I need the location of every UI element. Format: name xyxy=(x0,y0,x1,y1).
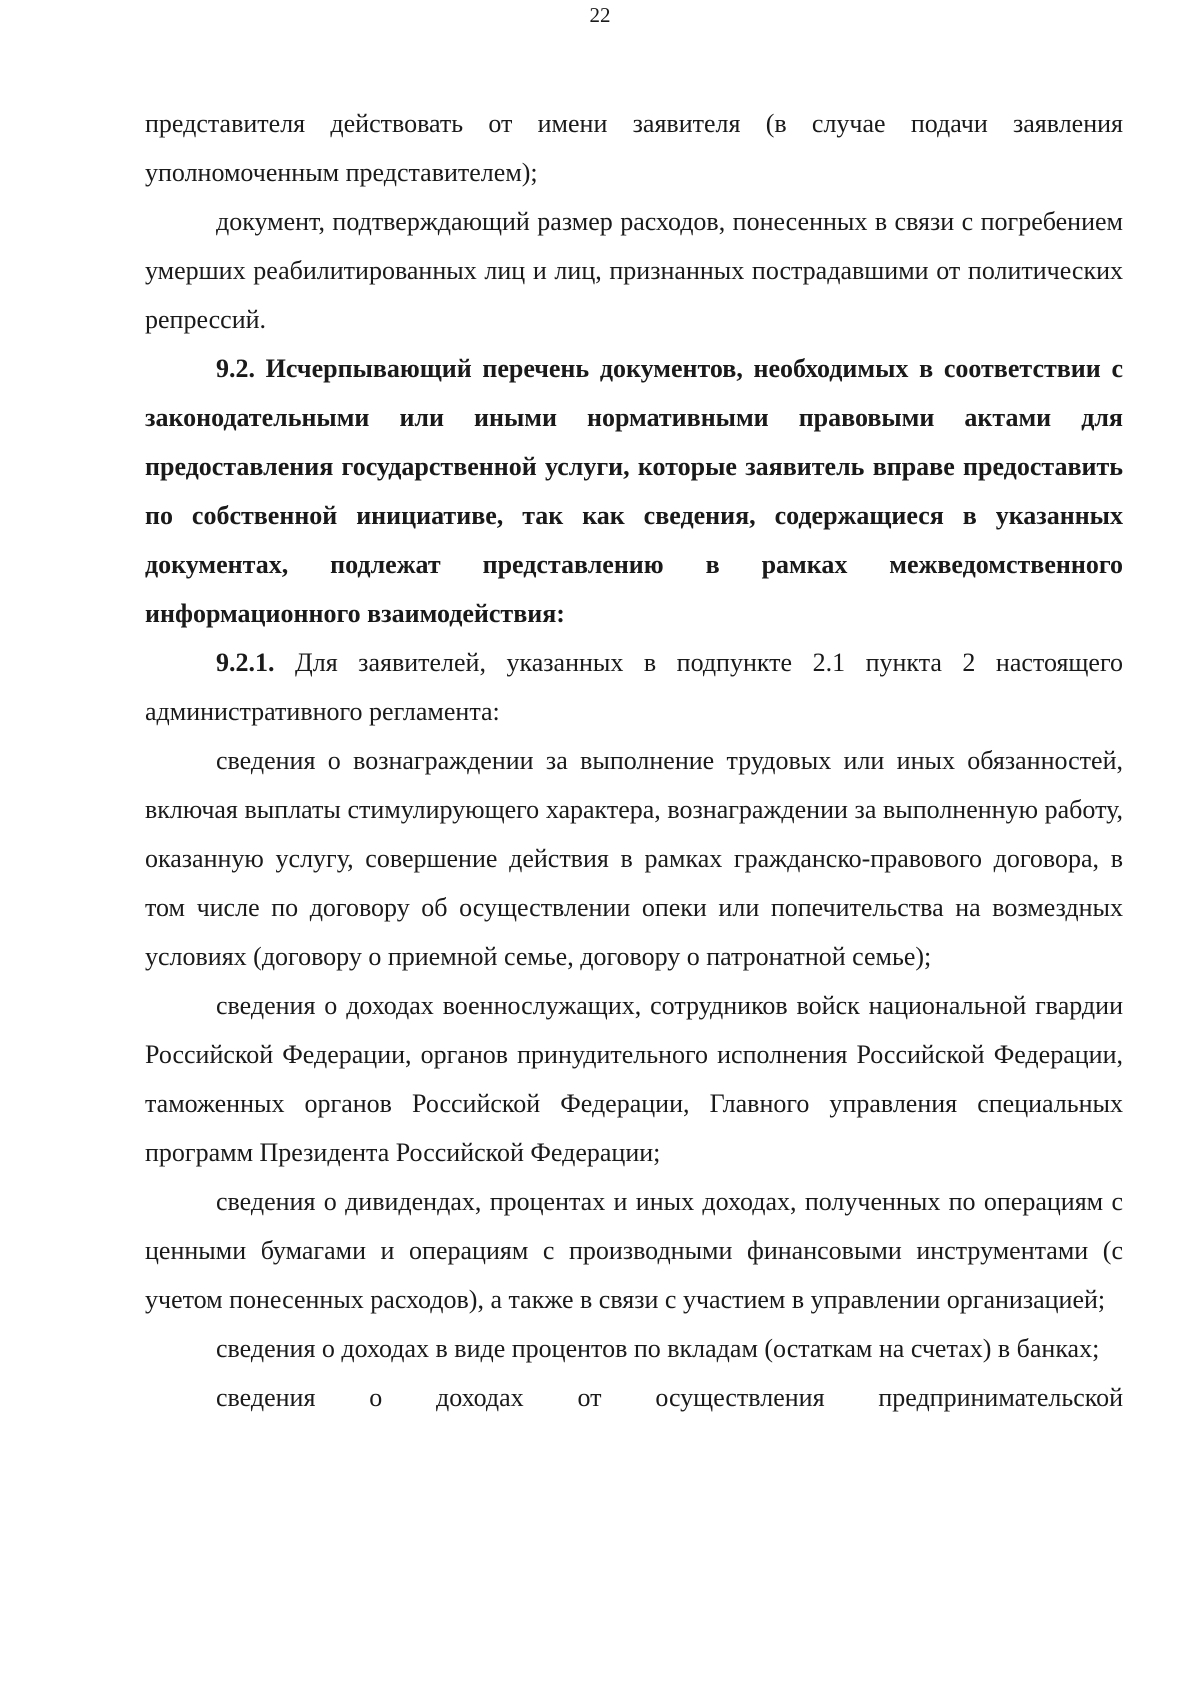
page-number: 22 xyxy=(589,3,611,27)
subsection-text: Для заявителей, указанных в подпункте 2.1 пункта 2 настоящего административного регламента: xyxy=(145,648,1123,726)
paragraph-burial-expenses-document: документ, подтверждающий размер расходов, понесенных в связи с погребением умерших реабилитированных лиц и лиц, признанных пострадавшими от политических репрессий. xyxy=(145,207,1123,334)
paragraph-dividends-info: сведения о дивидендах, процентах и иных доходах, полученных по операциям с ценными бумагами и операциям с производными финансовыми инструментами (с учетом понесенных расходов), а также в связи с участием в управлении организацией; xyxy=(145,1187,1123,1314)
paragraph-bank-interest-info: сведения о доходах в виде процентов по вкладам (остаткам на счетах) в банках; xyxy=(216,1334,1100,1363)
subsection-number: 9.2.1. xyxy=(216,648,275,677)
paragraph-business-income-info: сведения о доходах от осуществления предпринимательской xyxy=(216,1383,1123,1412)
document-body xyxy=(145,99,1123,1422)
subsection-9-2-1 xyxy=(145,638,1123,736)
section-heading-9-2: 9.2. Исчерпывающий перечень документов, необходимых в соответствии с законодательными или иными нормативными правовыми актами для предоставления государственной услуги, которые заявитель вправе предоставить по собственной инициативе, так как сведения, содержащиеся в указанных документах, подлежат представлению в рамках межведомственного информационного взаимодействия: xyxy=(145,354,1123,628)
paragraph-military-income-info: сведения о доходах военнослужащих, сотрудников войск национальной гвардии Российской Федерации, органов принудительного исполнения Российской Федерации, таможенных органов Российской Федерации, Главного управления специальных программ Президента Российской Федерации; xyxy=(145,991,1123,1167)
paragraph-remuneration-info: сведения о вознаграждении за выполнение трудовых или иных обязанностей, включая выплаты стимулирующего характера, вознаграждении за выполненную работу, оказанную услугу, совершение действия в рамках гражданско-правового договора, в том числе по договору об осуществлении опеки или попечительства на возмездных условиях (договору о приемной семье, договору о патронатной семье); xyxy=(145,746,1123,971)
paragraph-representative-authority: представителя действовать от имени заявителя (в случае подачи заявления уполномоченным представителем); xyxy=(145,109,1123,187)
